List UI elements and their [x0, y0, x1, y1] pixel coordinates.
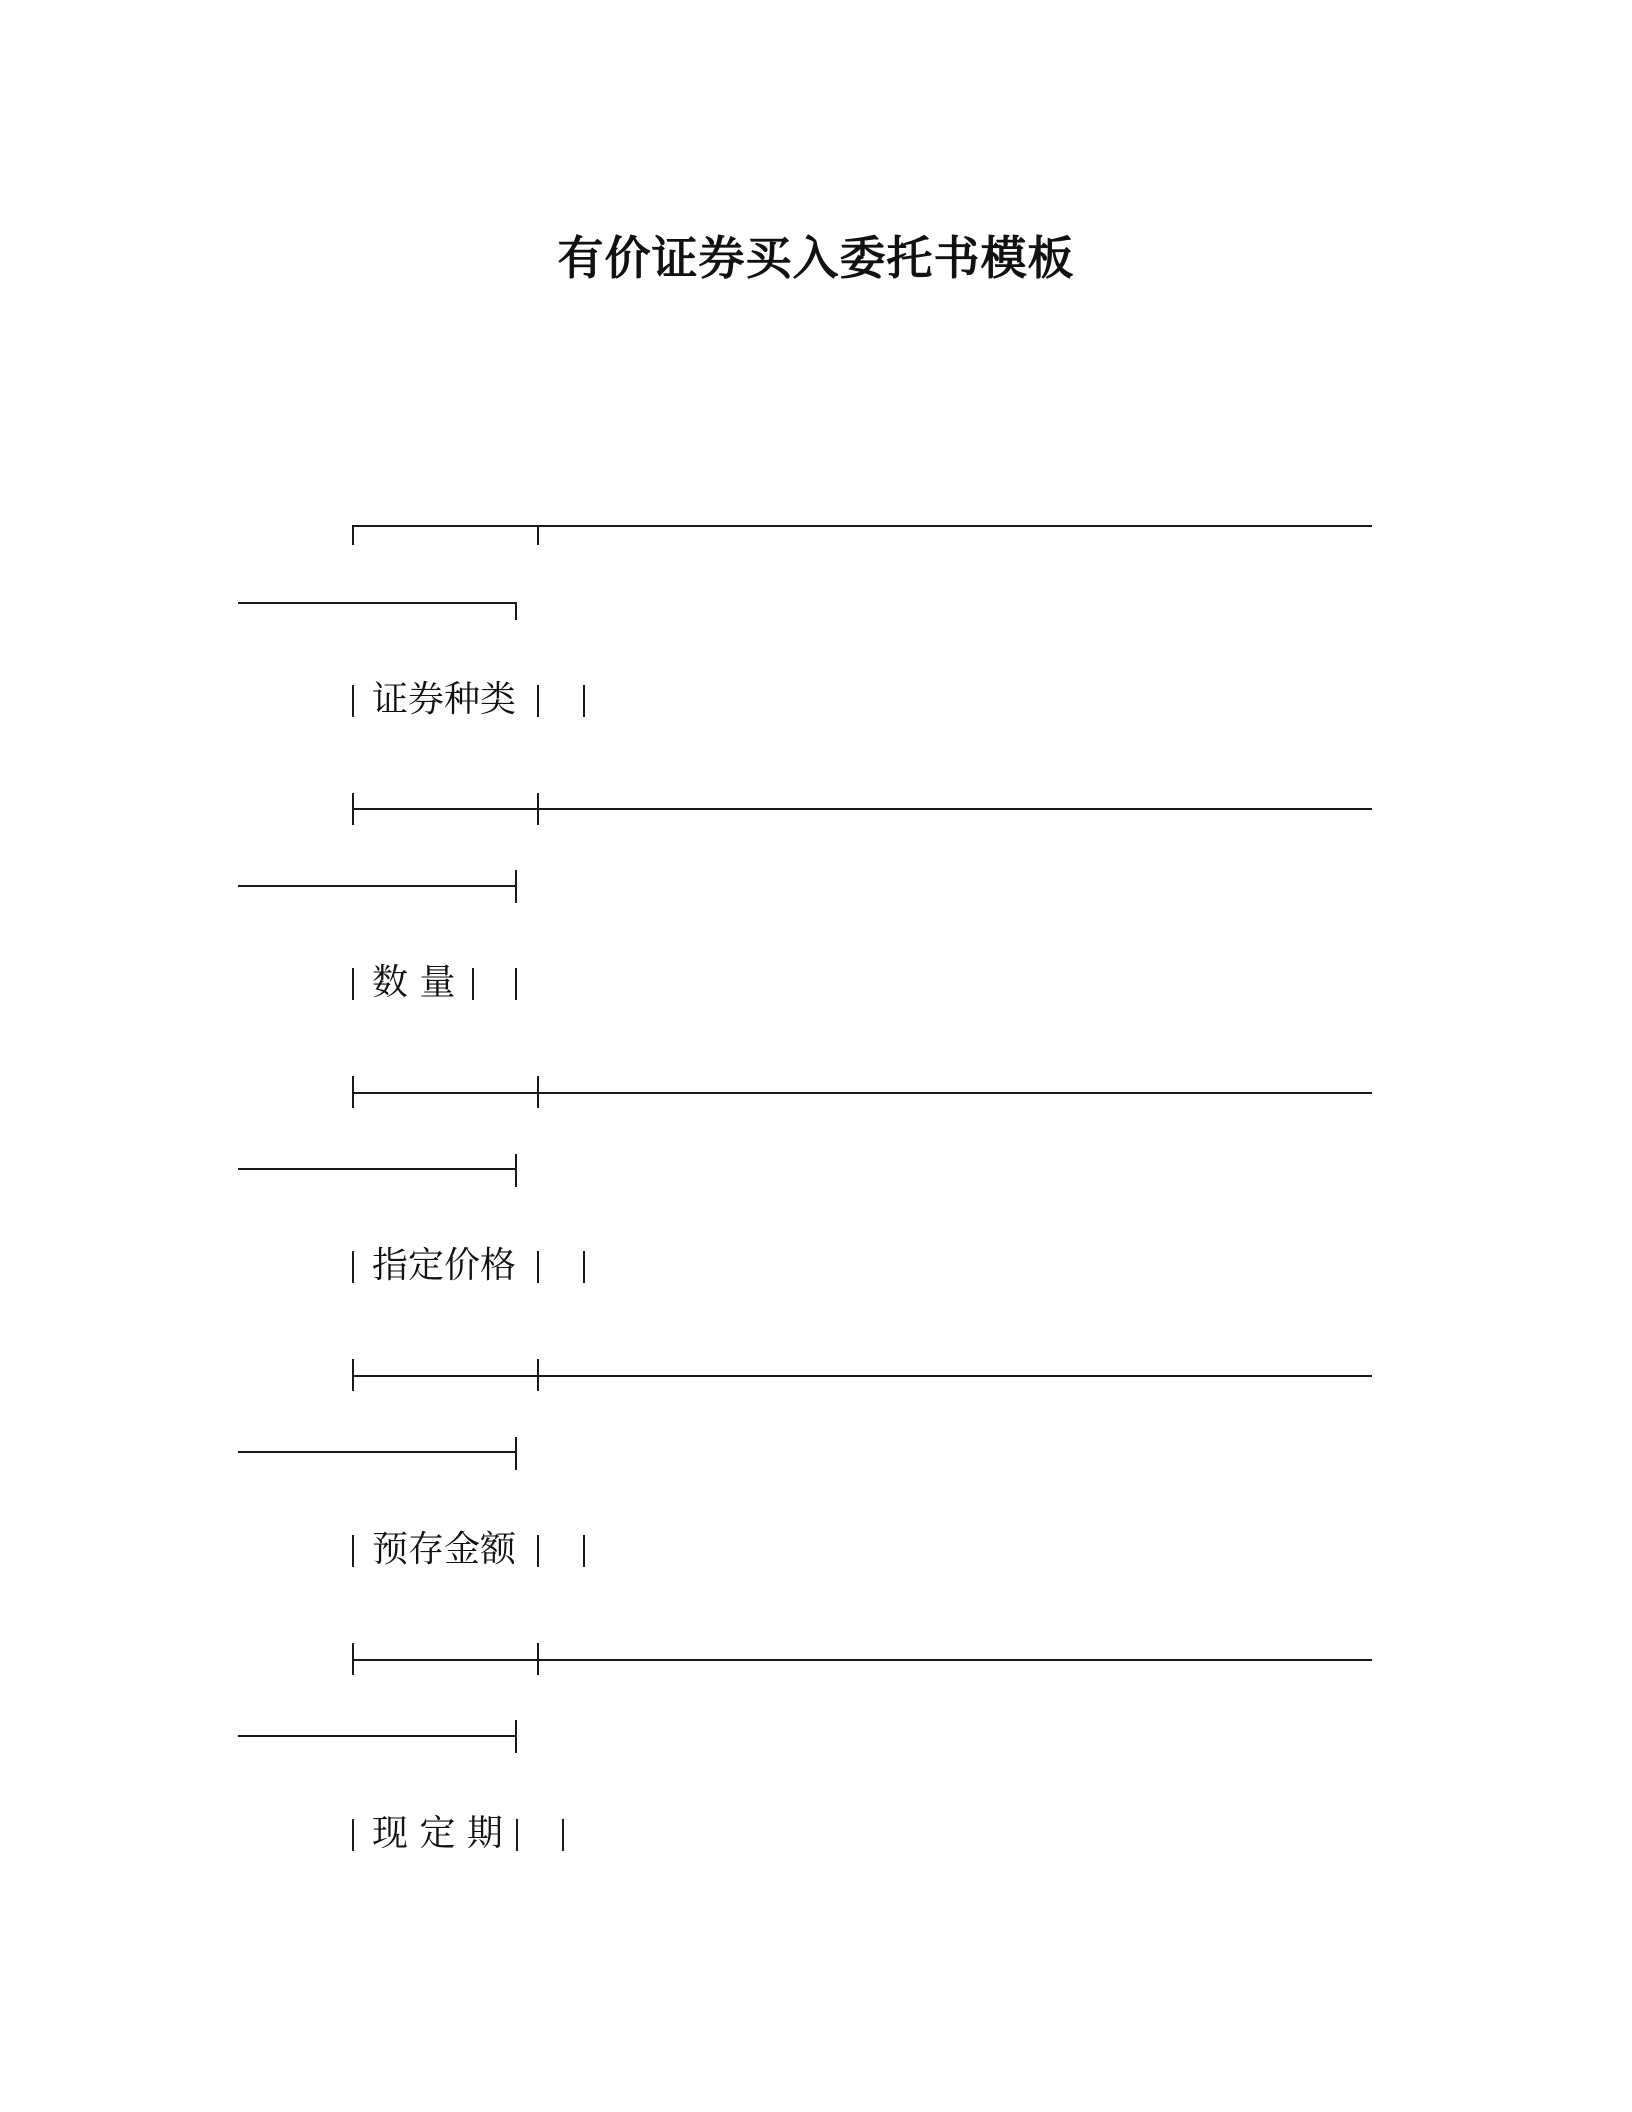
- row-border-tick: [352, 793, 354, 825]
- row-top-border: [352, 1659, 1372, 1661]
- row-border-tick: [537, 1076, 539, 1108]
- row-top-border: [352, 1092, 1372, 1094]
- value-cell-divider: [583, 1535, 585, 1567]
- row-border-tick: [537, 525, 539, 545]
- cell-divider: [352, 685, 354, 717]
- value-cell-divider: [583, 1251, 585, 1283]
- document-title: 有价证券买入委托书模板: [557, 231, 1075, 285]
- cell-divider: [537, 1535, 539, 1567]
- row-separator-line: [238, 602, 517, 604]
- row-border-tick: [537, 1359, 539, 1391]
- cell-divider: [537, 685, 539, 717]
- row-top-border: [352, 525, 1372, 527]
- field-label-deposit-amount: 预存金额: [372, 1529, 517, 1570]
- cell-divider: [537, 1251, 539, 1283]
- cell-divider: [516, 1819, 518, 1851]
- row-border-tick: [537, 1643, 539, 1675]
- row-separator-line: [238, 1735, 517, 1737]
- cell-divider: [352, 1251, 354, 1283]
- row-border-tick: [352, 525, 354, 545]
- field-label-securities-type: 证券种类: [372, 679, 517, 720]
- row-separator-tick: [515, 602, 517, 620]
- row-separator-tick: [515, 1437, 517, 1470]
- field-label-specified-price: 指定价格: [372, 1245, 517, 1286]
- row-separator-line: [238, 1451, 517, 1453]
- row-top-border: [352, 808, 1372, 810]
- value-cell-divider: [583, 685, 585, 717]
- cell-divider: [472, 968, 474, 1000]
- value-cell-divider: [515, 968, 517, 1000]
- row-separator-tick: [515, 1720, 517, 1753]
- row-top-border: [352, 1375, 1372, 1377]
- row-separator-line: [238, 885, 517, 887]
- row-separator-tick: [515, 1154, 517, 1187]
- field-label-current-fixed-term: 现 定 期: [372, 1813, 503, 1854]
- cell-divider: [352, 968, 354, 1000]
- row-border-tick: [352, 1359, 354, 1391]
- cell-divider: [352, 1535, 354, 1567]
- row-border-tick: [352, 1643, 354, 1675]
- row-separator-tick: [515, 870, 517, 903]
- field-label-quantity: 数 量: [372, 962, 456, 1003]
- cell-divider: [352, 1819, 354, 1851]
- row-border-tick: [352, 1076, 354, 1108]
- value-cell-divider: [562, 1819, 564, 1851]
- row-separator-line: [238, 1168, 517, 1170]
- row-border-tick: [537, 793, 539, 825]
